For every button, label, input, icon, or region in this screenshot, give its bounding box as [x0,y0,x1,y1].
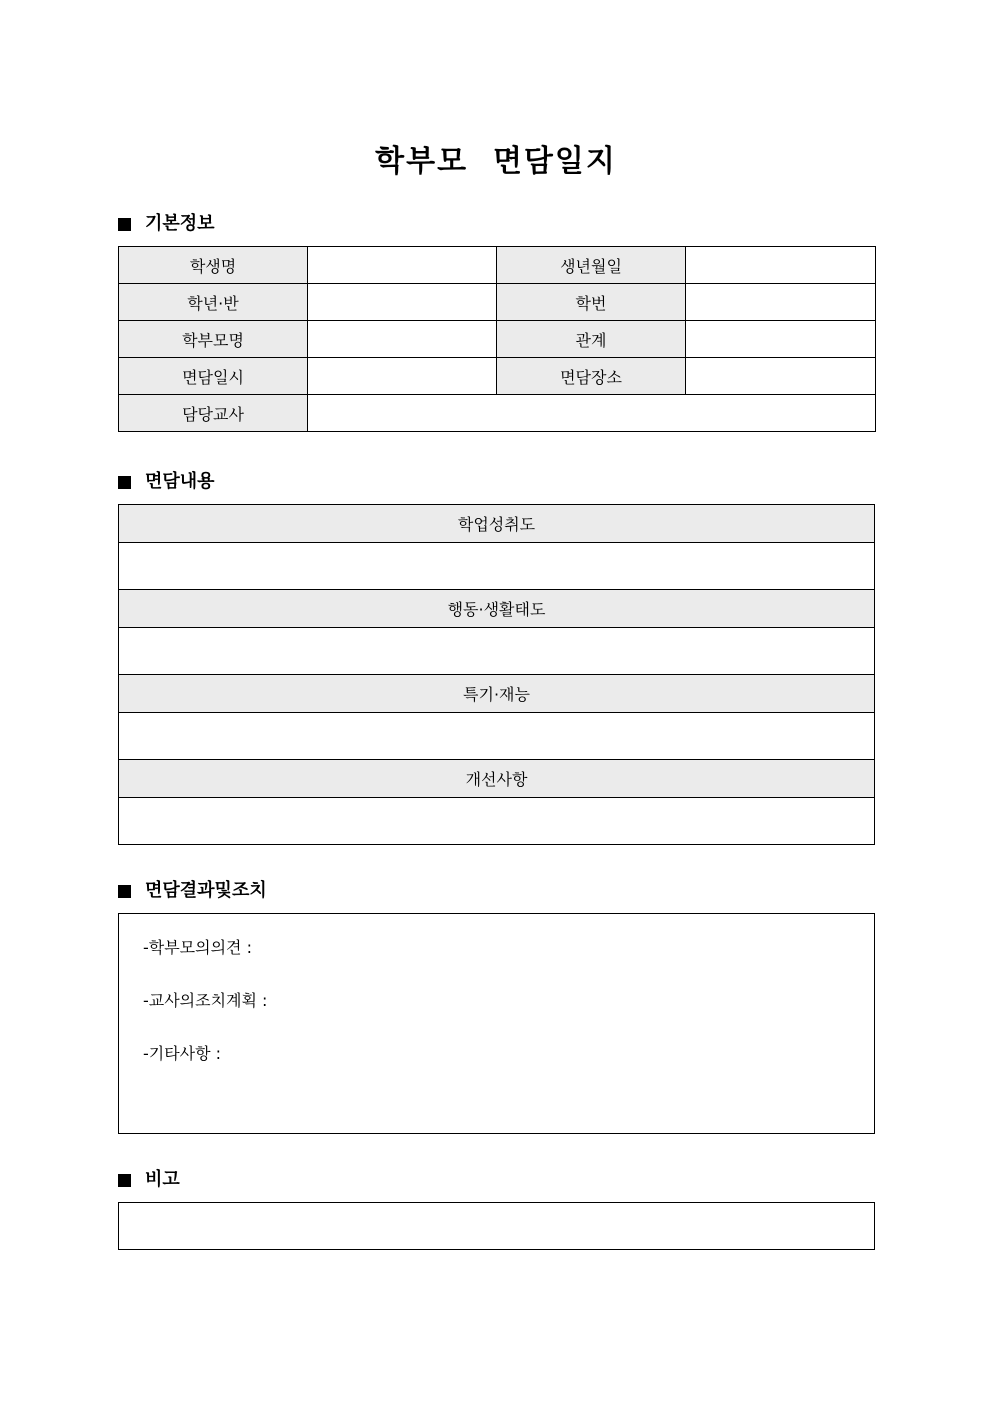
teacher-field[interactable] [308,395,876,432]
result-box[interactable] [118,913,875,1134]
talent-label: 특기·재능 [119,675,875,713]
behavior-attitude-field[interactable] [119,628,875,675]
table-row [119,247,876,284]
table-row [119,284,876,321]
student-name-label: 학생명 [119,247,308,284]
relationship-field[interactable] [686,321,876,358]
square-bullet-icon [118,1174,131,1187]
square-bullet-icon [118,885,131,898]
other-notes-line: -기타사항 : [143,1044,222,1063]
improvements-field[interactable] [119,798,875,845]
birthdate-field[interactable] [686,247,876,284]
meeting-datetime-field[interactable] [308,358,497,395]
section-heading-label: 면담결과및조치 [145,880,267,901]
section-heading-label: 비고 [145,1169,180,1190]
teacher-action-plan-line: -교사의조치계획 : [143,991,268,1010]
table-row [119,760,875,798]
table-row [119,590,875,628]
section-heading-label: 기본정보 [145,213,215,234]
meeting-place-field[interactable] [686,358,876,395]
section-heading-label: 면담내용 [145,471,215,492]
student-name-field[interactable] [308,247,497,284]
table-row [119,628,875,675]
table-row [119,321,876,358]
table-row [119,358,876,395]
parent-name-field[interactable] [308,321,497,358]
square-bullet-icon [118,476,131,489]
student-number-label: 학번 [497,284,686,321]
content-table [118,504,875,845]
birthdate-label: 생년월일 [497,247,686,284]
academic-achievement-label: 학업성취도 [119,505,875,543]
section-heading-content [118,470,215,494]
meeting-datetime-label: 면담일시 [119,358,308,395]
meeting-place-label: 면담장소 [497,358,686,395]
table-row [119,798,875,845]
talent-field[interactable] [119,713,875,760]
basic-info-table [118,246,876,432]
table-row [119,395,876,432]
table-row [119,713,875,760]
parent-opinion-line: -학부모의의견 : [143,938,252,957]
behavior-attitude-label: 행동·생활태도 [119,590,875,628]
academic-achievement-field[interactable] [119,543,875,590]
teacher-label: 담당교사 [119,395,308,432]
document-title: 학부모 면담일지 [375,144,617,179]
section-heading-remarks [118,1168,180,1192]
student-number-field[interactable] [686,284,876,321]
table-row [119,675,875,713]
section-heading-result [118,879,267,903]
square-bullet-icon [118,218,131,231]
section-heading-basic-info [118,212,215,236]
parent-name-label: 학부모명 [119,321,308,358]
remarks-field[interactable] [118,1202,875,1250]
grade-class-field[interactable] [308,284,497,321]
table-row [119,505,875,543]
grade-class-label: 학년·반 [119,284,308,321]
improvements-label: 개선사항 [119,760,875,798]
table-row [119,543,875,590]
relationship-label: 관계 [497,321,686,358]
